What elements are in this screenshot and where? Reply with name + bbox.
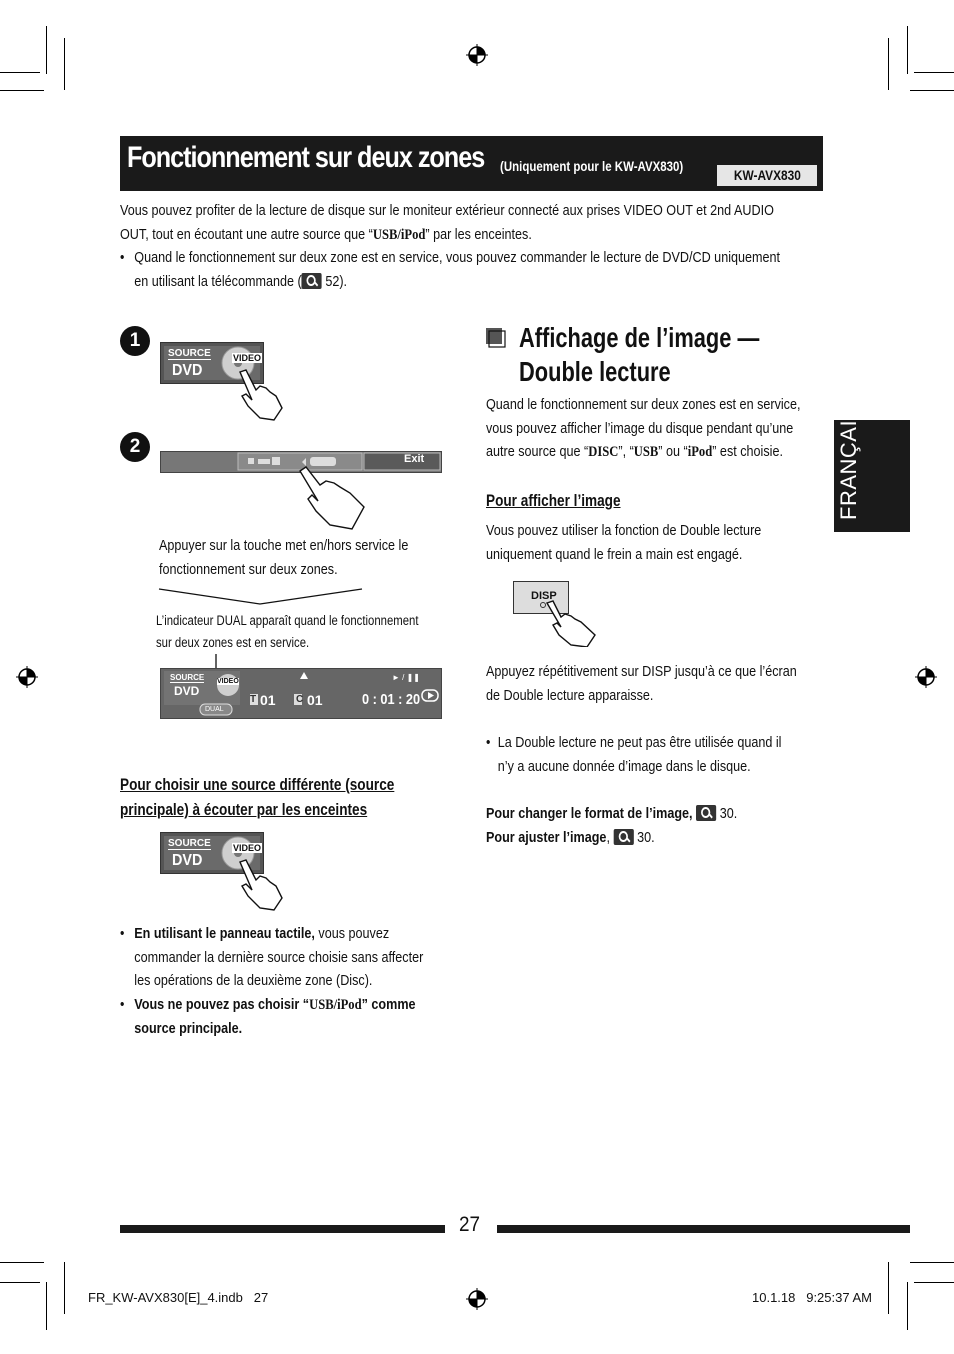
chapter-number: 01 bbox=[307, 692, 323, 708]
right-paragraph-2: Vous pouvez utiliser la fonction de Double lecture uniquement quand le frein a main est engagé. bbox=[486, 522, 762, 563]
crop-mark bbox=[0, 1282, 40, 1283]
right-paragraph-1: Quand le fonctionnement sur deux zones est en service, vous pouvez afficher l’image du disque pendant qu’une autre source que “DISC”, “USB” ou “iPod” est choisie. bbox=[486, 396, 801, 460]
crop-mark bbox=[914, 72, 954, 73]
search-icon bbox=[302, 273, 322, 289]
crop-mark bbox=[907, 26, 908, 74]
crop-mark bbox=[0, 1262, 44, 1263]
footer-rule-right bbox=[497, 1225, 910, 1233]
intro-paragraph: Vous pouvez profiter de la lecture de disque sur le moniteur extérieur connecté aux prises VIDEO OUT et 2nd AUDIO OUT, tout en écoutant une autre source que “USB/iPod” par les enceintes. bbox=[120, 202, 774, 243]
chapter-mark: C bbox=[296, 694, 304, 705]
language-label: FRANÇAIS bbox=[836, 404, 861, 520]
source-value: DVD bbox=[172, 852, 203, 869]
exit-button[interactable]: Exit bbox=[404, 453, 425, 465]
search-icon bbox=[696, 805, 716, 821]
hand-pointer-icon bbox=[547, 601, 595, 647]
title-mark: T bbox=[250, 694, 257, 705]
crop-mark bbox=[914, 1282, 954, 1283]
disp-label: DISP bbox=[531, 590, 557, 602]
choose-source-bullets: • En utilisant le panneau tactile, vous pouvez commander la dernière source choisie sans affecter les opérations de la deuxième zone (Disc). • Vous ne pouvez pas choisir “USB/iPod” comme source principale. bbox=[120, 925, 424, 1037]
crop-mark bbox=[46, 26, 47, 74]
video-label: VIDEO bbox=[233, 353, 262, 363]
step-number: 1 bbox=[120, 326, 150, 356]
crop-mark bbox=[910, 90, 954, 91]
model-badge: KW-AVX830 bbox=[717, 165, 817, 186]
crop-mark bbox=[64, 38, 65, 90]
crop-mark bbox=[0, 72, 40, 73]
intro-bullet: • Quand le fonctionnement sur deux zone est en service, vous pouvez commander le lecture de DVD/CD uniquement en utilisant la télécommande ( 52). bbox=[120, 249, 781, 290]
crop-mark bbox=[910, 1262, 954, 1263]
dual-zone-bar[interactable] bbox=[160, 451, 442, 531]
crop-mark bbox=[907, 1282, 908, 1330]
hand-pointer-icon bbox=[300, 467, 364, 529]
right-bullet: • La Double lecture ne peut pas être utilisée quand il n’y a aucune donnée d’image dans le disque. bbox=[486, 734, 782, 775]
title-number: 01 bbox=[260, 692, 276, 708]
footer-file: FR_KW-AVX830[E]_4.indb 27 bbox=[88, 1290, 269, 1305]
choose-source-heading: Pour choisir une source différente (source principale) à écouter par les enceintes bbox=[120, 775, 395, 819]
source-value: DVD bbox=[172, 362, 203, 379]
footer-date: 10.1.18 9:25:37 AM bbox=[752, 1290, 872, 1305]
right-references: Pour changer le format de l’image, 30. Pour ajuster l’image, 30. bbox=[486, 805, 738, 846]
registration-mark-icon bbox=[16, 666, 38, 688]
display-source-value: DVD bbox=[174, 684, 200, 698]
show-image-heading: Pour afficher l’image bbox=[486, 491, 621, 510]
footer-rule-left bbox=[120, 1225, 445, 1233]
registration-mark-icon bbox=[466, 44, 488, 66]
crop-mark bbox=[888, 38, 889, 90]
down-arrow-icon bbox=[158, 588, 363, 606]
dual-indicator: DUAL bbox=[205, 706, 224, 713]
right-paragraph-3: Appuyez répétitivement sur DISP jusqu’à ce que l’écran de Double lecture apparaisse. bbox=[486, 663, 797, 704]
crop-mark bbox=[64, 1262, 65, 1314]
crop-mark bbox=[46, 1282, 47, 1330]
step2-instruction: Appuyer sur la touche met en/hors service le fonctionnement sur deux zones. bbox=[159, 537, 409, 578]
display-source: SOURCE bbox=[170, 673, 205, 682]
crop-mark bbox=[888, 1262, 889, 1314]
right-heading: Affichage de l’image — Double lecture bbox=[519, 322, 760, 387]
display-video: VIDEO bbox=[217, 678, 239, 685]
search-icon bbox=[613, 829, 633, 845]
dual-note: L’indicateur DUAL apparaît quand le fonctionnement sur deux zones est en service. bbox=[156, 613, 419, 650]
source-label: SOURCE bbox=[168, 348, 211, 359]
page-subtitle: (Uniquement pour le KW-AVX830) bbox=[500, 158, 684, 174]
playback-time: 0 : 01 : 20 bbox=[362, 691, 421, 708]
page-title: Fonctionnement sur deux zones bbox=[127, 141, 485, 174]
section-square-icon bbox=[486, 328, 506, 348]
source-label: SOURCE bbox=[168, 838, 211, 849]
page-number: 27 bbox=[459, 1213, 481, 1236]
svg-text:► / ❚❚: ► / ❚❚ bbox=[392, 673, 420, 682]
dual-display-screen bbox=[160, 652, 442, 720]
step-number: 2 bbox=[120, 432, 150, 462]
registration-mark-icon bbox=[466, 1288, 488, 1310]
registration-mark-icon bbox=[915, 666, 937, 688]
crop-mark bbox=[0, 90, 44, 91]
video-label: VIDEO bbox=[233, 843, 262, 853]
